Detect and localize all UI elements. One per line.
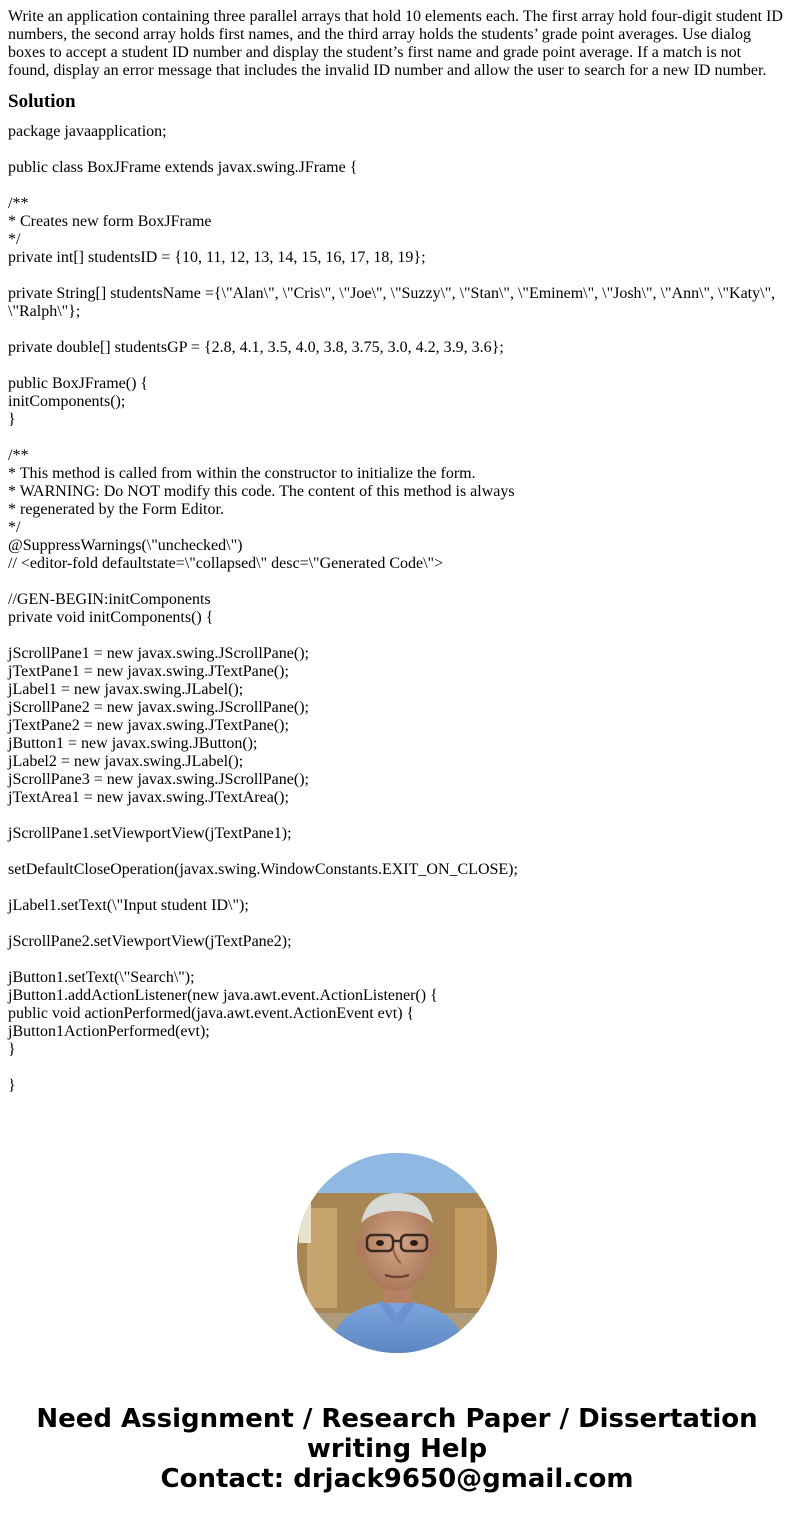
code-line (8, 807, 786, 825)
promo-line-2: writing Help (306, 1434, 488, 1464)
code-line: * This method is called from within the constructor to initialize the form. (8, 465, 476, 482)
code-line: private int[] studentsID = {10, 11, 12, 13, 14, 15, 16, 17, 18, 19}; (8, 249, 426, 266)
code-line: jTextPane2 = new javax.swing.JTextPane(); (8, 717, 289, 734)
code-line: * regenerated by the Form Editor. (8, 501, 224, 518)
code-line: initComponents(); (8, 393, 126, 410)
code-line: //GEN-BEGIN:initComponents (8, 591, 211, 608)
code-line (8, 951, 786, 969)
code-line (8, 141, 786, 159)
code-line: * WARNING: Do NOT modify this code. The content of this method is always (8, 483, 515, 500)
code-line: jScrollPane1 = new javax.swing.JScrollPane(); (8, 645, 309, 662)
code-line: jButton1ActionPerformed(evt); (8, 1023, 210, 1040)
code-line (8, 573, 786, 591)
code-line: public BoxJFrame() { (8, 375, 149, 392)
code-line: jButton1.setText(\"Search\"); (8, 969, 195, 986)
code-line: } (8, 1041, 16, 1058)
code-line (8, 879, 786, 897)
code-line: */ (8, 231, 21, 248)
document-content (8, 8, 786, 1095)
code-line: private String[] studentsName ={\"Alan\", \"Cris\", \"Joe\", \"Suzzy\", \"Stan\", \"Eminem\", \"Josh\", \"Ann\", \"Katy\", \"Ralph\"}; (8, 285, 780, 320)
code-line (8, 177, 786, 195)
code-line: */ (8, 519, 21, 536)
code-line: jButton1.addActionListener(new java.awt.event.ActionListener() { (8, 987, 438, 1004)
code-line: // <editor-fold defaultstate=\"collapsed\" desc=\"Generated Code\"> (8, 555, 444, 572)
code-line: private void initComponents() { (8, 609, 214, 626)
code-line (8, 915, 786, 933)
code-line: /** (8, 447, 29, 464)
solution-heading: Solution (8, 91, 76, 112)
code-line (8, 267, 786, 285)
code-line: } (8, 411, 16, 428)
solution-code (8, 123, 786, 1095)
code-line: jLabel1.setText(\"Input student ID\"); (8, 897, 249, 914)
code-line: package javaapplication; (8, 123, 167, 140)
code-line (8, 843, 786, 861)
code-line: private double[] studentsGP = {2.8, 4.1, 3.5, 4.0, 3.8, 3.75, 3.0, 4.2, 3.9, 3.6}; (8, 339, 504, 356)
code-line (8, 357, 786, 375)
promo-banner (0, 1404, 794, 1494)
code-line (8, 429, 786, 447)
code-line: jLabel1 = new javax.swing.JLabel(); (8, 681, 244, 698)
promo-contact: Contact: drjack9650@gmail.com (160, 1464, 634, 1494)
code-line: jTextArea1 = new javax.swing.JTextArea(); (8, 789, 289, 806)
code-line: } (8, 1077, 16, 1094)
code-line: jButton1 = new javax.swing.JButton(); (8, 735, 258, 752)
code-line: jLabel2 = new javax.swing.JLabel(); (8, 753, 244, 770)
question-text: Write an application containing three parallel arrays that hold 10 elements each. The first array hold four-digit student ID numbers, the second array holds first names, and the third array holds the students’ grade point averages. Use dialog boxes to accept a student ID number and display the student’s first name and grade point average. If a match is not found, display an error message that includes the invalid ID number and allow the user to search for a new ID number. (8, 8, 783, 79)
code-line (8, 627, 786, 645)
code-line: jScrollPane1.setViewportView(jTextPane1); (8, 825, 292, 842)
code-line: jScrollPane2 = new javax.swing.JScrollPane(); (8, 699, 309, 716)
code-line: @SuppressWarnings(\"unchecked\") (8, 537, 243, 554)
author-avatar (297, 1153, 497, 1353)
author-photo (297, 1153, 497, 1353)
code-line: jTextPane1 = new javax.swing.JTextPane(); (8, 663, 289, 680)
code-line: jScrollPane2.setViewportView(jTextPane2); (8, 933, 292, 950)
code-line (8, 321, 786, 339)
code-line: * Creates new form BoxJFrame (8, 213, 212, 230)
promo-line-1: Need Assignment / Research Paper / Dissertation (36, 1404, 758, 1434)
code-line (8, 1059, 786, 1077)
code-line: jScrollPane3 = new javax.swing.JScrollPane(); (8, 771, 309, 788)
code-line: public class BoxJFrame extends javax.swing.JFrame { (8, 159, 358, 176)
code-line: public void actionPerformed(java.awt.event.ActionEvent evt) { (8, 1005, 415, 1022)
code-line: setDefaultCloseOperation(javax.swing.WindowConstants.EXIT_ON_CLOSE); (8, 861, 518, 878)
code-line: /** (8, 195, 29, 212)
